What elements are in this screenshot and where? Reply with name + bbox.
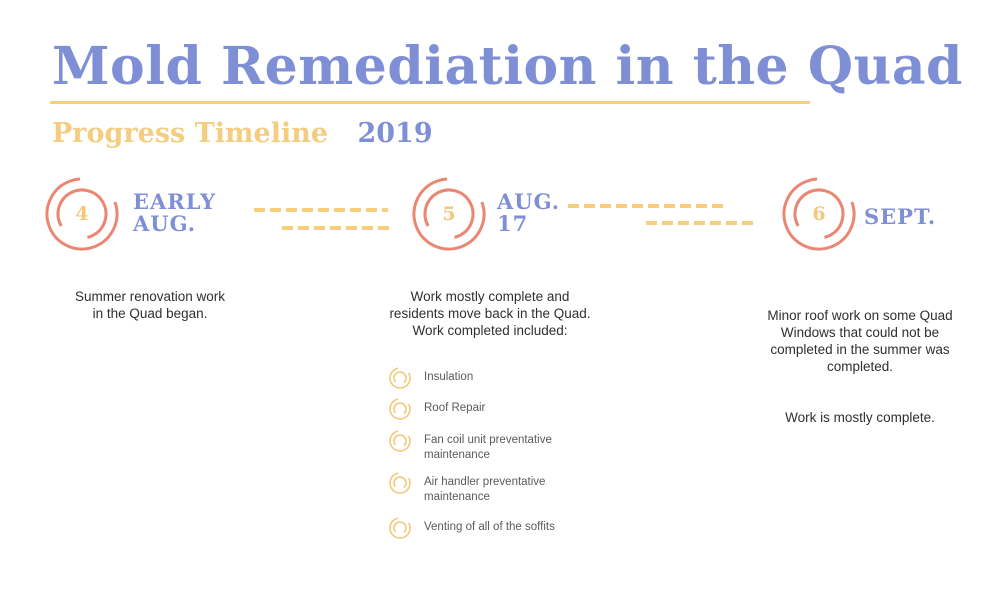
milestone-description-1: Summer renovation work in the Quad began. — [74, 289, 226, 321]
milestone-marker-1 — [44, 176, 124, 256]
milestone-description-3-text: Minor roof work on some Quad Windows that could not be completed in the summer was completed. — [767, 308, 953, 374]
list-item-label: Air handler preventative maintenance — [424, 476, 546, 503]
subtitle-label: Progress Timeline — [52, 118, 329, 149]
dash-line — [646, 221, 758, 225]
subtitle — [52, 118, 433, 149]
subtitle-year: 2019 — [357, 118, 433, 149]
milestone-marker-3 — [781, 176, 861, 256]
dash-line — [568, 204, 724, 208]
milestone-date-2: AUG. 17 — [497, 189, 561, 236]
milestone-description-3-extra: Work is mostly complete. — [785, 410, 935, 425]
list-item-label: Roof Repair — [424, 402, 486, 414]
milestone-number: 6 — [812, 203, 826, 225]
spiral-icon — [388, 366, 412, 390]
spiral-icon — [388, 516, 412, 540]
spiral-icon — [388, 471, 412, 495]
milestone-description-2: Work mostly complete and residents move back in the Quad. Work completed included: — [389, 289, 591, 338]
spiral-icon — [388, 429, 412, 453]
spiral-icon — [388, 397, 412, 421]
milestone-number: 4 — [75, 203, 89, 225]
milestone-date-1: EARLY AUG. — [133, 189, 217, 236]
page-title: Mold Remediation in the Quad — [52, 36, 963, 97]
list-item-label: Venting of all of the soffits — [424, 521, 555, 533]
dash-line — [254, 208, 388, 212]
milestone-date-3: SEPT. — [864, 204, 937, 229]
milestone-description-3 — [740, 290, 980, 443]
list-item-label: Insulation — [424, 371, 474, 383]
title-underline — [50, 101, 810, 104]
milestone-number: 5 — [442, 203, 456, 225]
dash-line — [282, 226, 394, 230]
milestone-marker-2 — [411, 176, 491, 256]
list-item-label: Fan coil unit preventative maintenance — [424, 434, 552, 461]
